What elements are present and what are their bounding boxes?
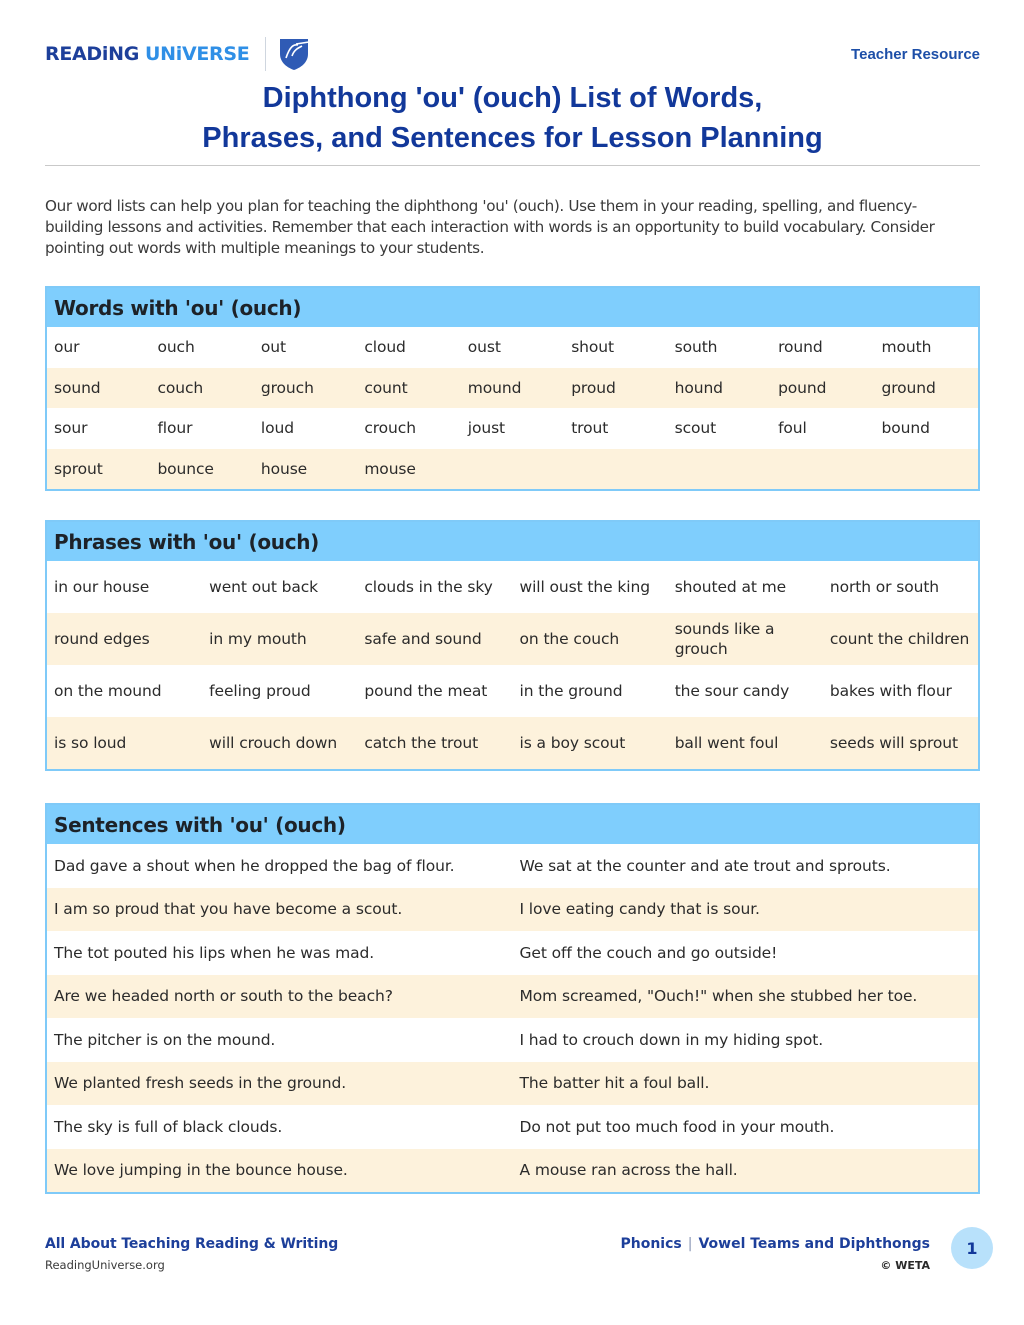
words-table-cell: sprout	[54, 459, 103, 478]
sentences-section-heading: Sentences with 'ou' (ouch)	[47, 805, 978, 844]
words-table-cell: mouth	[881, 338, 932, 357]
phrases-table-cell: bakes with flour	[829, 682, 952, 700]
phrases-table-cell: went out back	[209, 578, 319, 596]
phrases-table-cell: in the ground	[519, 682, 623, 700]
phrases-table-cell: seeds will sprout	[829, 734, 959, 752]
words-table-cell: oust	[467, 338, 501, 357]
words-table	[47, 327, 978, 489]
footer-subcategory: Vowel Teams and Diphthongs	[698, 1236, 930, 1252]
words-table-row	[47, 408, 978, 449]
phrases-table-row	[47, 665, 978, 717]
phrases-table-cell: clouds in the sky	[364, 578, 493, 596]
phrases-table-cell: sounds like a grouch	[674, 620, 775, 658]
page-header	[45, 36, 980, 76]
words-table-cell: flour	[157, 419, 193, 438]
words-table-cell: proud	[571, 378, 616, 397]
footer-copyright: © WETA	[880, 1259, 930, 1272]
footer-separator: |	[687, 1236, 693, 1252]
phrases-table-cell: north or south	[829, 578, 940, 596]
sentences-table-cell: Do not put too much food in your mouth.	[519, 1117, 835, 1136]
words-table-cell: ground	[881, 378, 936, 397]
phrases-table	[47, 561, 978, 769]
words-table-cell: count	[364, 378, 408, 397]
words-table-cell: ouch	[157, 338, 195, 357]
phrases-table-cell: on the couch	[519, 630, 620, 648]
phrases-table-cell: shouted at me	[674, 578, 787, 596]
words-table-cell: mound	[467, 378, 522, 397]
sentences-table	[47, 844, 978, 1192]
page-title-line-1: Diphthong 'ou' (ouch) List of Words,	[262, 82, 763, 114]
words-table-cell: pound	[778, 378, 827, 397]
phrases-table-cell: feeling proud	[209, 682, 311, 700]
sentences-table-cell: A mouse ran across the hall.	[519, 1161, 738, 1180]
sentences-table-cell: Dad gave a shout when he dropped the bag of flour.	[54, 856, 455, 875]
phrases-table-cell: round edges	[54, 630, 150, 648]
phrases-table-row	[47, 561, 978, 613]
reading-universe-logo[interactable]	[45, 36, 312, 72]
sentences-table-cell: I love eating candy that is sour.	[519, 900, 760, 919]
sentences-table-cell: Get off the couch and go outside!	[519, 943, 778, 962]
words-table-cell: our	[54, 338, 80, 357]
footer-site-link[interactable]: ReadingUniverse.org	[45, 1258, 165, 1272]
words-table-cell: mouse	[364, 459, 416, 478]
sentences-table-cell: The pitcher is on the mound.	[54, 1030, 276, 1049]
phrases-table-cell: count the children	[829, 630, 970, 648]
words-table-row	[47, 368, 978, 409]
phrases-table-row	[47, 613, 978, 665]
phrases-table-cell: safe and sound	[364, 630, 482, 648]
logo-reading-text: READiNG	[45, 43, 139, 65]
intro-paragraph: Our word lists can help you plan for teaching the diphthong 'ou' (ouch). Use them in your reading, spelling, and fluency-building lessons and activities. Remember that each interaction with words is an opportunity to build vocabulary. Consider pointing out words with multiple meanings to your students.	[45, 197, 935, 257]
phrases-table-cell: ball went foul	[674, 734, 779, 752]
page-number-badge: 1	[951, 1227, 993, 1269]
words-table-cell: out	[260, 338, 286, 357]
phrases-table-cell: will oust the king	[519, 578, 650, 596]
phrases-table-cell: is a boy scout	[519, 734, 626, 752]
words-table-row	[47, 449, 978, 490]
sentences-table-cell: I am so proud that you have become a scout.	[54, 900, 403, 919]
phrases-table-cell: in our house	[54, 578, 150, 596]
sentences-table-cell: I had to crouch down in my hiding spot.	[519, 1030, 824, 1049]
sentences-table-row	[47, 888, 978, 932]
words-table-cell: cloud	[364, 338, 406, 357]
phrases-table-cell: in my mouth	[209, 630, 307, 648]
words-table-cell: crouch	[364, 419, 416, 438]
aft-shield-icon	[276, 36, 312, 72]
words-table-row	[47, 327, 978, 368]
words-table-cell: loud	[260, 419, 294, 438]
footer-category: Phonics	[620, 1236, 682, 1252]
words-table-cell: foul	[778, 419, 807, 438]
logo-universe-text: UNiVERSE	[145, 43, 250, 65]
phrases-table-cell: will crouch down	[209, 734, 338, 752]
page-title-line-2: Phrases, and Sentences for Lesson Planning	[202, 122, 823, 154]
words-table-cell: grouch	[260, 378, 314, 397]
sentences-table-row	[47, 1105, 978, 1149]
logo-divider	[265, 37, 266, 71]
words-table-cell: joust	[467, 419, 506, 438]
words-table-cell: bound	[881, 419, 930, 438]
sentences-section	[45, 803, 980, 1194]
sentences-table-cell: The batter hit a foul ball.	[519, 1074, 710, 1093]
sentences-table-row	[47, 931, 978, 975]
words-table-cell: couch	[157, 378, 204, 397]
words-table-cell: bounce	[157, 459, 214, 478]
words-table-cell: scout	[674, 419, 717, 438]
sentences-table-cell: Are we headed north or south to the beach?	[54, 987, 393, 1006]
sentences-table-row	[47, 1149, 978, 1193]
sentences-table-cell: We sat at the counter and ate trout and sprouts.	[519, 856, 891, 875]
words-table-cell: shout	[571, 338, 614, 357]
words-table-cell: south	[674, 338, 718, 357]
sentences-table-row	[47, 1018, 978, 1062]
words-table-cell: sound	[54, 378, 101, 397]
words-section	[45, 286, 980, 491]
words-table-cell: sour	[54, 419, 88, 438]
sentences-table-cell: We planted fresh seeds in the ground.	[54, 1074, 347, 1093]
words-table-cell: house	[260, 459, 308, 478]
phrases-section	[45, 520, 980, 771]
words-section-heading: Words with 'ou' (ouch)	[47, 288, 978, 327]
phrases-table-cell: is so loud	[54, 734, 127, 752]
words-table-cell: hound	[674, 378, 723, 397]
phrases-table-cell: pound the meat	[364, 682, 488, 700]
sentences-table-row	[47, 975, 978, 1019]
phrases-table-cell: catch the trout	[364, 734, 479, 752]
title-divider	[45, 165, 980, 166]
sentences-table-row	[47, 1062, 978, 1106]
words-table-cell: round	[778, 338, 823, 357]
phrases-section-heading: Phrases with 'ou' (ouch)	[47, 522, 978, 561]
sentences-table-cell: Mom screamed, "Ouch!" when she stubbed her toe.	[519, 987, 918, 1006]
sentences-table-cell: The sky is full of black clouds.	[54, 1117, 283, 1136]
teacher-resource-label: Teacher Resource	[851, 46, 980, 63]
page-title	[45, 78, 980, 158]
sentences-table-cell: We love jumping in the bounce house.	[54, 1161, 348, 1180]
phrases-table-cell: on the mound	[54, 682, 162, 700]
footer-breadcrumb	[620, 1236, 930, 1272]
sentences-table-cell: The tot pouted his lips when he was mad.	[54, 943, 375, 962]
sentences-table-row	[47, 844, 978, 888]
phrases-table-cell: the sour candy	[674, 682, 790, 700]
phrases-table-row	[47, 717, 978, 769]
words-table-cell: trout	[571, 419, 609, 438]
footer-series-title: All About Teaching Reading & Writing	[45, 1236, 339, 1252]
